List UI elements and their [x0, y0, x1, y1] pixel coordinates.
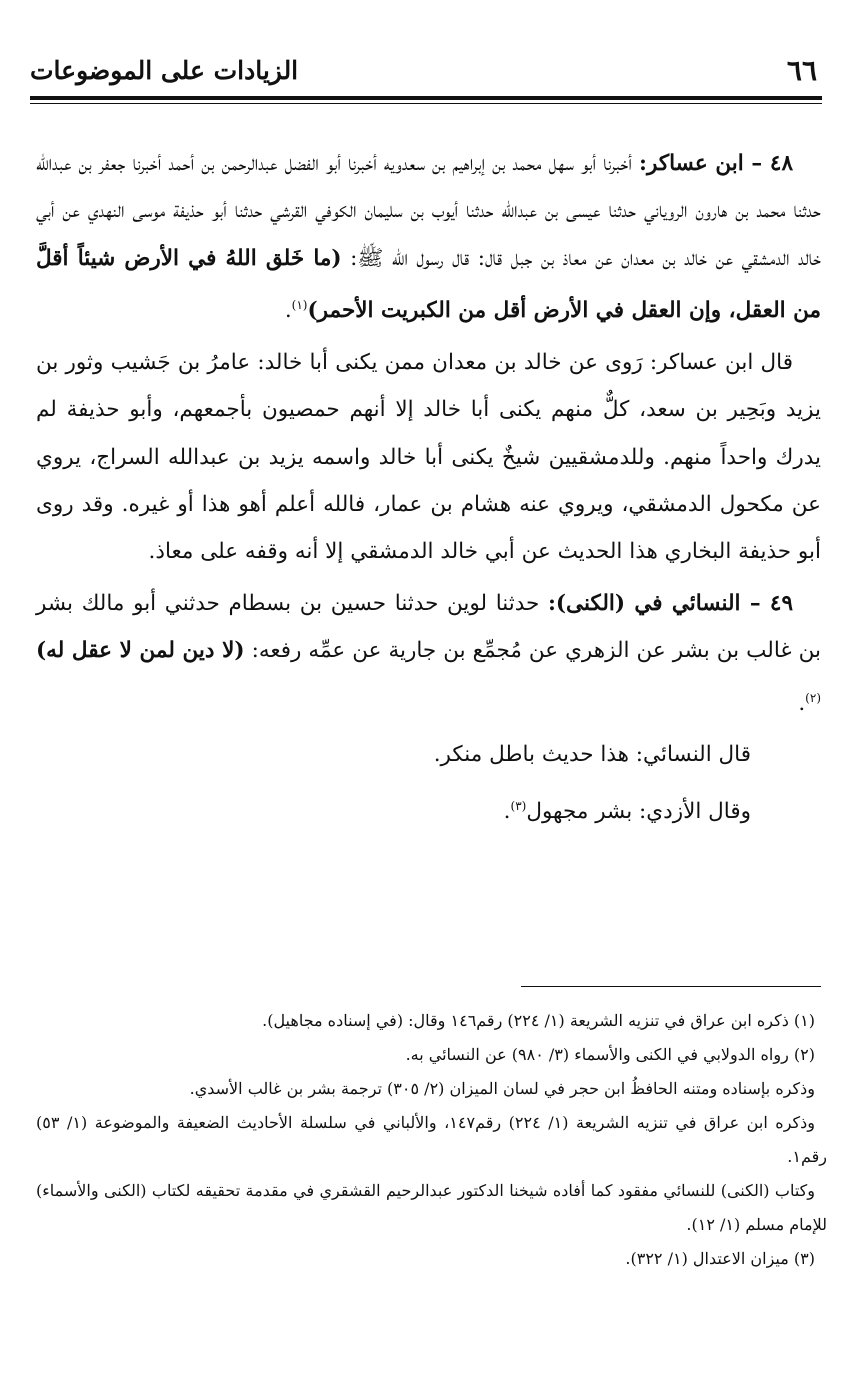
footnote-3: (٣) ميزان الاعتدال (١/ ٣٢٢).: [625, 1249, 815, 1268]
running-title: الزيادات على الموضوعات: [30, 56, 299, 85]
header-rule: [30, 96, 822, 100]
entry-48-heading: ٤٨ – ابن عساكر:: [639, 151, 793, 176]
entry-49-isnad: حدثنا لوين حدثنا حسين بن بسطام حدثني أبو مالك بشر بن غالب بن بشر عن الزهري عن مُجمِّع بن جارية عن عمِّه رفعه:: [36, 590, 821, 664]
page-number: ٦٦: [786, 54, 817, 87]
footnote-1: (١) ذكره ابن عراق في تنزيه الشريعة (١/ ٢٢٤) رقم١٤٦ وقال: (في إسناده مجاهيل).: [262, 1011, 815, 1030]
footnote-ref-3[interactable]: (٣): [510, 798, 527, 813]
commentary-azdi: [36, 783, 821, 836]
commentary-azdi-end: .: [503, 798, 511, 824]
page-header: [30, 50, 817, 100]
footnotes: [36, 1004, 827, 1276]
footnote-2-cont-a: وذكره بإسناده ومتنه الحافظُ ابن حجر في لسان الميزان (٢/ ٣٠٥) ترجمة بشر بن غالب الأسدي.: [189, 1079, 815, 1098]
entry-49-end: .: [798, 690, 806, 716]
footnote-separator: [521, 986, 821, 987]
entry-48-end: .: [284, 298, 292, 324]
entry-49: [36, 580, 821, 727]
commentary-nasai: قال النسائي: هذا حديث باطل منكر.: [433, 742, 751, 768]
footnote-2-cont-b: وذكره ابن عراق في تنزيه الشريعة (١/ ٢٢٤) رقم١٤٧، والألباني في سلسلة الأحاديث الضعيفة والموضوعة (١/ ٥٣) رقم١.: [36, 1113, 827, 1166]
entry-48: [36, 140, 821, 335]
entry-49-hadith: (لا دين لمن لا عقل له): [36, 638, 245, 664]
commentary-ibn-asakir: قال ابن عساكر: رَوى عن خالد بن معدان ممن يكنى أبا خالد: عامرُ بن جَشيب وثور بن يزيد وبَحِير بن سعد، كلٌّ منهم يكنى أبا خالد إلا أنهم حمصيون بأجمعهم، وأبو حذيفة لم يدرك واحداً منهم. وللدمشقيين شيخٌ يكنى أبا خالد واسمه يزيد بن عبدالله السراج، يروي عن مكحول الدمشقي، ويروي عنه هشام بن عمار، فالله أعلم أهو هذا أو غيره. وقد روى أبو حذيفة البخاري هذا الحديث عن أبي خالد الدمشقي إلا أنه وقفه على معاذ.: [36, 349, 821, 565]
footnote-ref-2[interactable]: (٢): [805, 690, 821, 705]
footnote-ref-1[interactable]: (١): [291, 298, 308, 313]
footnote-2-cont-c: وكتاب (الكنى) للنسائي مفقود كما أفاده شيخنا الدكتور عبدالرحيم القشقري في مقدمة تحقيقه لكتاب (الكنى والأسماء) للإمام مسلم (١/ ١٢).: [36, 1181, 827, 1234]
entry-48-hadith: (ما خَلق اللهُ في الأرض شيئاً أقلَّ من العقل، وإن العقل في الأرض أقل من الكبريت الأحمر): [36, 245, 821, 324]
entry-48-isnad: أخبرنا أبو سهل محمد بن إبراهيم بن سعدويه أخبرنا أبو الفضل عبدالرحمن بن أحمد أخبرنا جعفر بن عبدالله حدثنا محمد بن هارون الروياني حدثنا عيسى بن عبدالله حدثنا أيوب بن سليمان الكوفي القرشي حدثنا أبو حذيفة موسى النهدي عن أبي خالد الدمشقي عن خالد بن معدان عن معاذ بن جبل قال: قال رسول الله ﷺ:: [36, 151, 821, 271]
entry-49-heading: ٤٩ – النسائي في (الكنى):: [547, 590, 793, 616]
footnote-2: (٢) رواه الدولابي في الكنى والأسماء (٣/ ٩٨٠) عن النسائي به.: [405, 1045, 815, 1064]
header-rule-thin: [30, 103, 822, 104]
commentary-azdi-text: وقال الأزدي: بشر مجهول: [526, 798, 751, 824]
main-text: [36, 140, 821, 835]
